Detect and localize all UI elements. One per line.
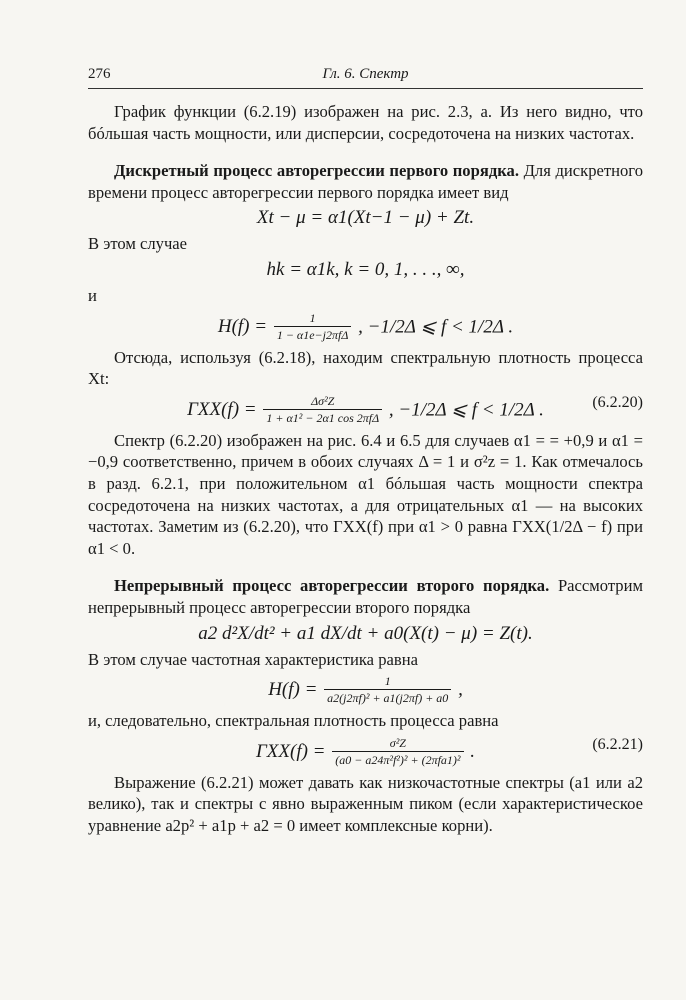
page-number: 276	[88, 66, 111, 82]
equation-number: (6.2.20)	[592, 393, 643, 411]
equation-ar1: Xt − μ = α1(Xt−1 − μ) + Zt.	[256, 207, 475, 229]
paragraph-spectral-density: и, следовательно, спектральная плотность процесса равна	[88, 711, 499, 731]
paragraph-hence: Отсюда, используя (6.2.18), находим спектральную плотность процесса Xt:	[88, 347, 643, 389]
fraction: $\frac{\text{σ²Z}}{\text{(a0 − a24π²f²)² + (2πfa1)²}}$	[332, 736, 463, 768]
fraction: $\frac{1}{\text{a2(j2πf)² + a1(j2πf) + a0}}$	[324, 674, 451, 706]
paragraph-conclusion: Выражение (6.2.21) может давать как низкочастотные спектры (a1 или a2 велико), так и спектры с явно выраженным пиком (если характеристическое уравнение a2p² + a1p + a2 = 0 имеет комплексные корни).	[88, 772, 643, 835]
section-ar2-continuous	[88, 575, 643, 618]
equation-transfer-ar2: H(f) = $\frac{1}{\text{a2(j2πf)² + a1(j2πf) + a0}}$ ,	[268, 674, 463, 706]
section-ar1-discrete	[88, 160, 643, 203]
paragraph-freq-response: В этом случае частотная характеристика равна	[88, 649, 418, 669]
equation-6-2-20: ΓXX(f) = $\frac{\text{Δσ²Z}}{\text{1 + α1² − 2α1 cos 2πfΔ}}$ , −1/2Δ ⩽ f < 1/2Δ . (6.2.20)	[187, 393, 643, 425]
section-text-ar2: Рассмотрим непрерывный процесс авторегрессии второго порядка	[88, 576, 643, 617]
fraction: $\frac{\text{Δσ²Z}}{\text{1 + α1² − 2α1 cos 2πfΔ}}$	[263, 394, 382, 426]
book-page	[88, 64, 643, 836]
equation-number: (6.2.21)	[592, 735, 643, 753]
section-text-ar1: Для дискретного времени процесс авторегрессии первого порядка имеет вид	[88, 161, 643, 202]
equation-hk: hk = α1k, k = 0, 1, . . ., ∞,	[266, 258, 465, 280]
section-heading-ar2: Непрерывный процесс авторегрессии второго порядка.	[114, 576, 550, 596]
running-title: Гл. 6. Спектр	[322, 66, 409, 82]
text-and: и	[88, 285, 97, 305]
running-header	[88, 64, 643, 89]
text-in-this-case: В этом случае	[88, 234, 188, 254]
section-heading-ar1: Дискретный процесс авторегрессии первого порядка.	[114, 161, 519, 181]
paragraph-spectrum-figures: Спектр (6.2.20) изображен на рис. 6.4 и 6.5 для случаев α1 = = +0,9 и α1 = −0,9 соответственно, причем в обоих случаях Δ = 1 и σ²z = 1. Как отмечалось в разд. 6.2.1, при положительном α1 бóльшая часть мощности спектра сосредоточена на низких частотах, а для отрицательных α1 — на высоких частотах. Заметим из (6.2.20), что ΓXX(f) при α1 > 0 равна ΓXX(1/2Δ − f) при α1 < 0.	[88, 430, 643, 558]
equation-6-2-21: ΓXX(f) = $\frac{\text{σ²Z}}{\text{(a0 − a24π²f²)² + (2πfa1)²}}$ . (6.2.21)	[255, 735, 643, 767]
paragraph-intro: График функции (6.2.19) изображен на рис. 2.3, a. Из него видно, что бóльшая часть мощности, или дисперсии, сосредоточена на низких частотах.	[88, 102, 643, 143]
equation-ar2: a2 d²X/dt² + a1 dX/dt + a0(X(t) − μ) = Z(t).	[198, 622, 533, 644]
equation-transfer-ar1: H(f) = $\frac{1}{\text{1 − α1e−j2πfΔ}}$ , −1/2Δ ⩽ f < 1/2Δ .	[217, 310, 514, 342]
fraction: $\frac{1}{\text{1 − α1e−j2πfΔ}}$	[274, 311, 352, 343]
